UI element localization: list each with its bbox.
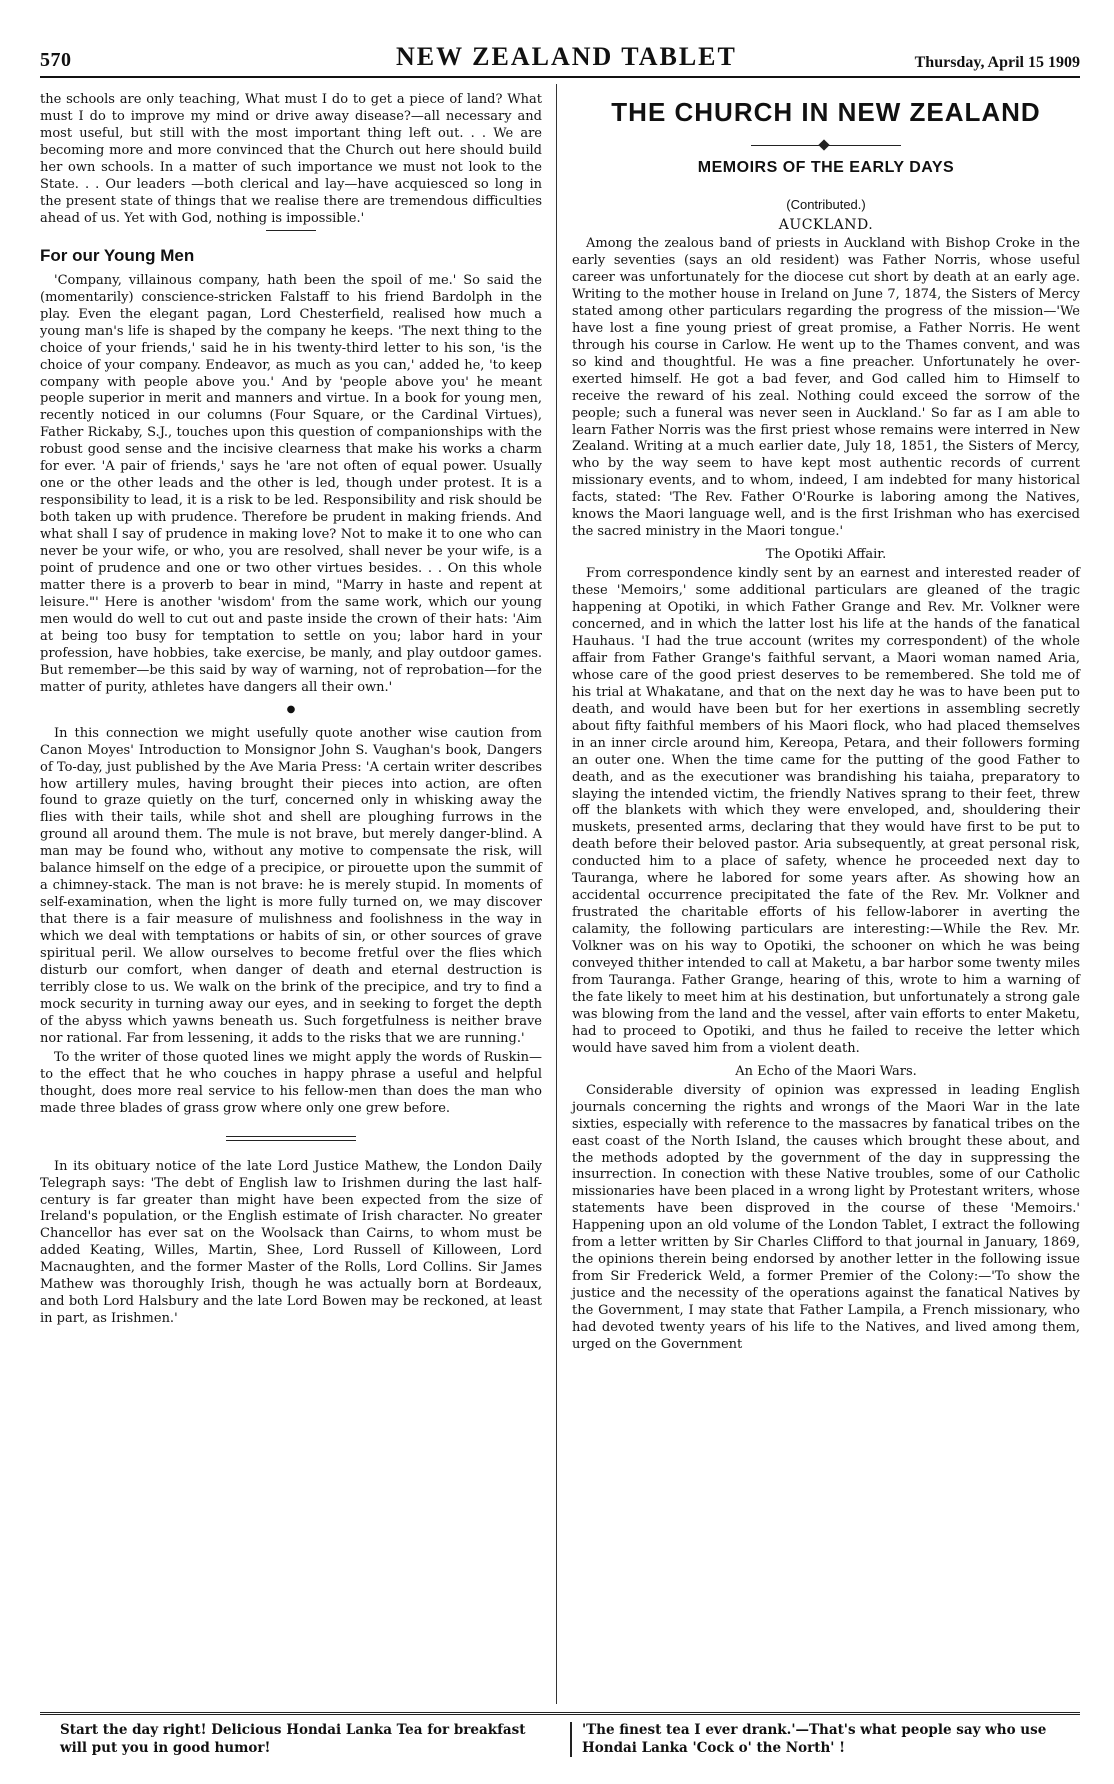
opening-paragraph: the schools are only teaching, What must I do to get a piece of land? What must I do to improve my mind or drive away disease?—all necessary and most useful, but still with the most important thing left out. . . We are becoming more and more convinced that the Church out here should build her own schools. In a matter of such importance we must not look to the State. . . Our leaders —both clerical and lay—have acquiesced so long in the present state of things that we realise there are tremendous difficulties ahead of us. Yet with God, nothing is impossible.' [40,92,542,226]
memoirs-subtitle: MEMOIRS OF THE EARLY DAYS [697,158,955,176]
mathew-paragraph: In its obituary notice of the late Lord Justice Mathew, the London Daily Telegraph says: 'The debt of English law to Irishmen during the last half-century is far greater than might have been expected from the size of Ireland's population, or the English estimate of Irish character. No greater Chancellor has ever sat on the Woolsack than Cairns, to whom must be added Keating, Willes, Martin, Shee, Lord Russell of Killoween, Lord Macnaughten, and the former Master of the Rolls, Lord Collins. Sir James Mathew was thoroughly Irish, though he was actually born at Bordeaux, and both Lord Halsbury and the late Lord Bowen may be reckoned, at least in part, as Irishmen.' [40,1158,542,1327]
opotiki-paragraph: From correspondence kindly sent by an earnest and interested reader of these 'Memoirs,' some additional particulars are gleaned of the tragic happening at Opotiki, in which Father Grange and Rev. Mr. Volkner were concerned, and in which the latter lost his life at the hands of the fanatical Hauhaus. 'I had the true account (writes my correspondent) of the whole affair from Father Grange's faithful servant, a Maori woman named Aria, whose care of the good priest deserves to be remembered. She told me of his trial at Whakatane, and that on the next day he was to have been put to death, and would have been but for her exertions in assembling secretly about fifty faithful members of his Maori flock, who had placed themselves in an inner circle around him, Kereopa, Petara, and their followers forming an outer one. When the time came for the putting of the good Father to death, and as the executioner was brandishing his taiaha, preparatory to slaying the intended victim, the friendly Natives sprang to their feet, threw off the blankets with which they were enveloped, and, shouldering their muskets, presented arms, declaring that they would have first to be put to death before their beloved pastor. Aria subsequently, at great personal risk, conducted him to a place of safety, whence he proceeded next day to Tauranga, where he labored for some years after. As showing how an accidental occurrence precipitated the fate of the Rev. Mr. Volkner and frustrated the charitable efforts of his fellow-laborer in averting the calamity, the following particulars are interesting:—While the Rev. Mr. Volkner was on his way to Opotiki, the schooner on which he was being conveyed thither intended to call at Maketu, a bar harbor some twenty miles from Tauranga. Father Grange, hearing of this, wrote to him a warning of the fate likely to meet him at his destination, but unfortunately a strong gale was blowing from the land and the vessel, after vain efforts to enter Maketu, had to proceed to Opotiki, and thus he failed to receive the letter which would have saved him from a violent death. [572,566,1080,1056]
left-column [40,92,552,1330]
opotiki-heading: The Opotiki Affair. [765,547,887,563]
star-separator: ● [286,703,296,715]
double-rule-divider [226,1136,356,1141]
echo-heading: An Echo of the Maori Wars. [735,1063,917,1079]
masthead-title: NEW ZEALAND TABLET [396,42,737,71]
ruskin-paragraph: To the writer of those quoted lines we might apply the words of Ruskin—to the effect that he who couches in happy phrase a useful and helpful thought, does more real service to his fellow-men than does the man who made three blades of grass grow where only one grew before. [40,1049,542,1116]
contributed-note: (Contributed.) [786,196,866,212]
page-number: 570 [40,49,72,71]
section-divider [266,230,316,231]
column-divider [556,84,557,1704]
auckland-paragraph: Among the zealous band of priests in Auckland with Bishop Croke in the early seventies (says an old resident) was Father Norris, whose useful career was unfortunately for the diocese cut short by death at an early age. Writing to the mother house in Ireland on June 7, 1874, the Sisters of Mercy stated among other particulars regarding the progress of the mission—'We have lost a fine young priest of great promise, a Father Norris. He went through his course in Carlow. He went up to the Thames convent, and was so kind and thoughtful. He was a fine preacher. Unfortunately he over-exerted himself. He got a bad fever, and God called him to Himself to receive the reward of his zeal. Nothing could exceed the sorrow of the people; such a funeral was never seen in Auckland.' So far as I am able to learn Father Norris was the first priest whose remains were interred in New Zealand. Writing at a much earlier date, July 18, 1851, the Sisters of Mercy, who by the way seem to have kept most authentic records of current missionary events, and to whom, indeed, I am indebted for many historical facts, stated: 'The Rev. Father O'Rourke is laboring among the Natives, knows the Maori language well, and is the first Irishman who has exercised the sacred ministry in the Maori tongue.' [572,236,1080,540]
auckland-heading: AUCKLAND. [778,216,874,233]
young-men-heading: For our Young Men [40,245,195,265]
echo-paragraph: Considerable diversity of opinion was expressed in leading English journals concerning the rights and wrongs of the Maori War in the late sixties, especially with reference to the massacres by fanatical tribes on the east coast of the North Island, the causes which brought these about, and the methods adopted by the government of the day in suppressing the insurrection. In conection with these Native troubles, some of our Catholic missionaries have been placed in a wrong light by Protestant writers, whose statements have been disproved in the course of these 'Memoirs.' Happening upon an old volume of the London Tablet, I extract the following from a letter written by Sir Charles Clifford to that journal in January, 1869, the opinions therein being endorsed by another letter in the following issue from Sir Frederick Weld, a former Premier of the Colony:—'To show the justice and the necessity of the operations against the fanatical Natives by the Government, I may state that Father Lampila, a French missionary, who had devoted twenty years of his life to the Natives, and lived among them, urged on the Government [572,1082,1080,1353]
footer-rule [40,1712,1080,1715]
young-men-paragraph: 'Company, villainous company, hath been the spoil of me.' So said the (momentarily) conscience-stricken Falstaff to his friend Bardolph in the play. Even the elegant pagan, Lord Chesterfield, realised how much a young man's life is shaped by the company he keeps. 'The next thing to the choice of your friends,' said he in his twenty-third letter to his son, 'is the choice of your company. Endeavor, as much as you can,' added he, 'to keep company with people above you.' And by 'people above you' he meant people superior in merit and manners and virtue. In a book for young men, recently noticed in our columns (Four Square, or the Cardinal Virtues), Father Rickaby, S.J., touches upon this question of companionships with the robust good sense and the incisive clearness that make his works a charm for ever. 'A pair of friends,' says he 'are not often of equal power. Usually one or the other leads and the other is led, though under protest. It is a responsibility to lead, it is a risk to be led. Responsibility and risk should be both taken up with prudence. Therefore be prudent in making friends. And what shall I say of prudence in making love? Not to make it to one who can never be your wife, or who, you are resolved, shall never be your wife, is a point of prudence and one or two other virtues besides. . . On this whole matter there is a proverb to bear in mind, "Marry in haste and repent at leisure."' Here is another 'wisdom' from the same work, which our young men would do well to cut out and paste inside the crown of their hats: 'Aim at being too busy for temptation to settle on you; labor hard in your profession, have hobbies, take exercise, be manly, and play outdoor games. But remember—be this said by way of warning, not of reprobation—for the matter of purity, athletes have dangers all their own.' [40,272,542,695]
right-column [562,92,1080,1356]
footer-advert-left: Start the day right! Delicious Hondai Lanka Tea for breakfast will put you in good humor! [60,1722,526,1756]
canon-paragraph: In this connection we might usefully quote another wise caution from Canon Moyes' Introduction to Monsignor John S. Vaughan's book, Dangers of To-day, just published by the Ave Maria Press: 'A certain writer describes how artillery mules, having brought their pieces into action, are often found to graze quietly on the turf, concerned only in whisking away the flies with their tails, while shot and shell are ploughing furrows in the ground all around them. The mule is not brave, but merely danger-blind. A man may be found who, without any motive to compensate the risk, will balance himself on the edge of a precipice, or pirouette upon the summit of a chimney-stack. The man is not brave: he is merely stupid. In moments of self-examination, when the light is more fully turned on, we may discover that there is a fair measure of mulishness and foolishness in the way in which we deal with temptations or habits of sin, or other sources of grave spiritual peril. We allow ourselves to become fretful over the flies which disturb our comfort, when danger of death and eternal destruction is terribly close to us. We walk on the brink of the precipice, and try to find a mock security in turning away our eyes, and in seeking to forget the depth of the abyss which yawns beneath us. Such forgetfulness is neither brave nor rational. Far from lessening, it adds to the risks that we are running.' [40,725,542,1046]
church-title: THE CHURCH IN NEW ZEALAND [611,97,1041,127]
footer-advert-right: 'The finest tea I ever drank.'—That's what people say who use Hondai Lanka 'Cock o' the North' ! [570,1722,1075,1757]
page-header [40,44,1080,78]
diamond-rule [751,140,901,152]
issue-date: Thursday, April 15 1909 [914,54,1080,71]
diamond-ornament [818,139,829,150]
